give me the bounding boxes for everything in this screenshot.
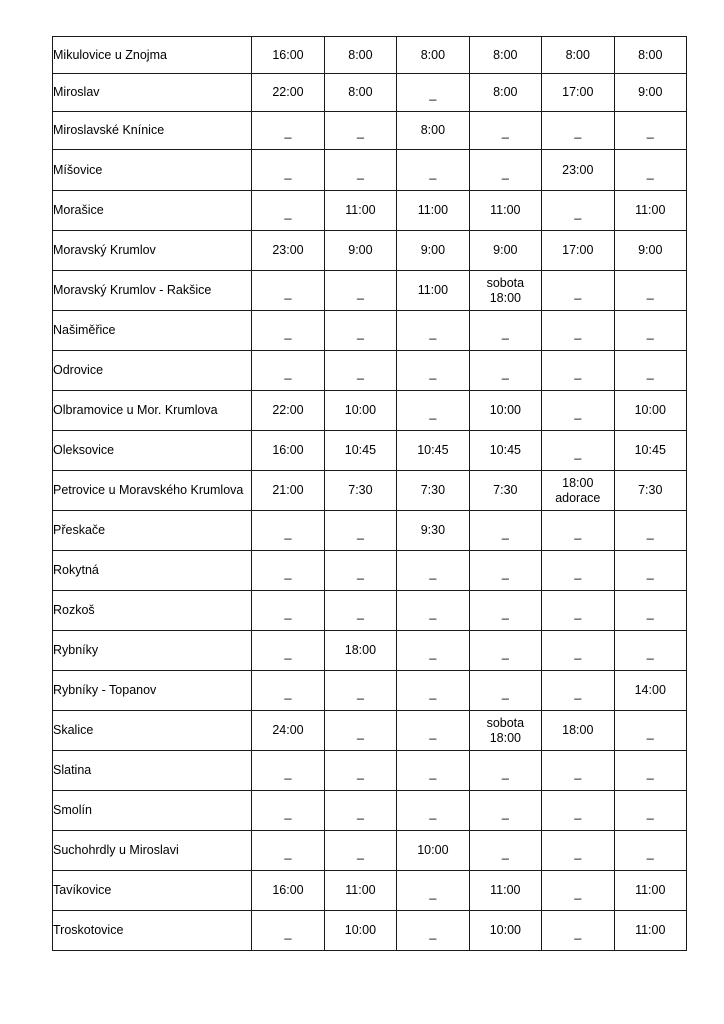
- time-cell: _: [397, 150, 469, 191]
- time-cell: _: [469, 671, 541, 711]
- time-cell: _: [469, 551, 541, 591]
- time-cell: _: [542, 551, 614, 591]
- table-row: [53, 311, 687, 351]
- time-cell: 8:00: [614, 37, 686, 74]
- time-cell: 22:00: [252, 391, 324, 431]
- time-cell: 9:00: [614, 231, 686, 271]
- time-cell: _: [252, 112, 324, 150]
- time-cell: _: [252, 551, 324, 591]
- time-cell: sobota 18:00: [469, 711, 541, 751]
- time-cell: _: [324, 671, 396, 711]
- time-cell: _: [397, 391, 469, 431]
- place-name-cell: Smolín: [53, 791, 252, 831]
- time-cell: _: [324, 791, 396, 831]
- time-cell: 21:00: [252, 471, 324, 511]
- time-cell: _: [324, 112, 396, 150]
- time-cell: _: [614, 711, 686, 751]
- place-name-cell: Skalice: [53, 711, 252, 751]
- time-cell: 9:00: [469, 231, 541, 271]
- place-name-cell: Přeskače: [53, 511, 252, 551]
- time-cell: _: [542, 271, 614, 311]
- time-cell: _: [614, 271, 686, 311]
- place-name-cell: Našiměřice: [53, 311, 252, 351]
- time-cell: 7:30: [469, 471, 541, 511]
- time-cell: 17:00: [542, 74, 614, 112]
- time-cell: 16:00: [252, 431, 324, 471]
- table-row: [53, 431, 687, 471]
- time-cell: 11:00: [397, 271, 469, 311]
- table-row: [53, 751, 687, 791]
- place-name-cell: Morašice: [53, 191, 252, 231]
- time-cell: _: [252, 751, 324, 791]
- time-cell: _: [614, 631, 686, 671]
- mass-schedule-table: [52, 36, 687, 951]
- time-cell: 9:00: [397, 231, 469, 271]
- time-cell: 16:00: [252, 871, 324, 911]
- time-cell: 10:00: [469, 391, 541, 431]
- time-cell: 7:30: [324, 471, 396, 511]
- time-cell: 16:00: [252, 37, 324, 74]
- time-cell: 8:00: [542, 37, 614, 74]
- time-cell: 14:00: [614, 671, 686, 711]
- table-row: [53, 231, 687, 271]
- table-row: [53, 551, 687, 591]
- time-cell: 7:30: [397, 471, 469, 511]
- table-row: [53, 37, 687, 74]
- time-cell: 9:00: [324, 231, 396, 271]
- time-cell: _: [324, 831, 396, 871]
- time-cell: 7:30: [614, 471, 686, 511]
- time-cell: _: [252, 311, 324, 351]
- place-name-cell: Suchohrdly u Miroslavi: [53, 831, 252, 871]
- time-cell: _: [397, 911, 469, 951]
- table-row: [53, 871, 687, 911]
- time-cell: _: [324, 751, 396, 791]
- table-row: [53, 271, 687, 311]
- time-cell: _: [324, 351, 396, 391]
- time-cell: _: [252, 671, 324, 711]
- time-cell: _: [614, 511, 686, 551]
- time-cell: 11:00: [614, 191, 686, 231]
- time-cell: 11:00: [469, 871, 541, 911]
- time-cell: _: [397, 871, 469, 911]
- time-cell: _: [542, 751, 614, 791]
- time-cell: _: [469, 751, 541, 791]
- time-cell: _: [614, 150, 686, 191]
- time-cell: _: [397, 671, 469, 711]
- place-name-cell: Oleksovice: [53, 431, 252, 471]
- time-cell: _: [469, 351, 541, 391]
- time-cell: _: [252, 150, 324, 191]
- time-cell: _: [252, 831, 324, 871]
- time-cell: _: [397, 631, 469, 671]
- place-name-cell: Petrovice u Moravského Krumlova: [53, 471, 252, 511]
- time-cell: _: [397, 751, 469, 791]
- table-row: [53, 591, 687, 631]
- time-cell: _: [614, 831, 686, 871]
- table-row: [53, 74, 687, 112]
- time-cell: 8:00: [469, 74, 541, 112]
- time-cell: 18:00: [542, 711, 614, 751]
- time-cell: _: [397, 791, 469, 831]
- time-cell: _: [542, 391, 614, 431]
- time-cell: _: [614, 351, 686, 391]
- time-cell: _: [542, 311, 614, 351]
- place-name-cell: Rokytná: [53, 551, 252, 591]
- time-cell: _: [614, 551, 686, 591]
- table-row: [53, 511, 687, 551]
- time-cell: _: [324, 511, 396, 551]
- table-row: [53, 831, 687, 871]
- time-cell: 18:00 adorace: [542, 471, 614, 511]
- time-cell: _: [324, 311, 396, 351]
- time-cell: 11:00: [469, 191, 541, 231]
- time-cell: 23:00: [542, 150, 614, 191]
- time-cell: _: [469, 591, 541, 631]
- time-cell: _: [542, 671, 614, 711]
- time-cell: 9:00: [614, 74, 686, 112]
- place-name-cell: Moravský Krumlov - Rakšice: [53, 271, 252, 311]
- place-name-cell: Slatina: [53, 751, 252, 791]
- time-cell: _: [469, 311, 541, 351]
- table-row: [53, 191, 687, 231]
- time-cell: _: [614, 751, 686, 791]
- time-cell: 11:00: [324, 871, 396, 911]
- time-cell: 11:00: [614, 911, 686, 951]
- time-cell: _: [542, 431, 614, 471]
- time-cell: _: [469, 112, 541, 150]
- place-name-cell: Rybníky: [53, 631, 252, 671]
- time-cell: _: [614, 112, 686, 150]
- time-cell: 10:00: [469, 911, 541, 951]
- time-cell: 22:00: [252, 74, 324, 112]
- time-cell: _: [542, 591, 614, 631]
- time-cell: 10:00: [614, 391, 686, 431]
- time-cell: 8:00: [324, 37, 396, 74]
- table-row: [53, 391, 687, 431]
- time-cell: _: [469, 511, 541, 551]
- time-cell: _: [397, 551, 469, 591]
- table-row: [53, 112, 687, 150]
- time-cell: _: [614, 311, 686, 351]
- time-cell: 10:45: [324, 431, 396, 471]
- time-cell: _: [324, 591, 396, 631]
- time-cell: 11:00: [614, 871, 686, 911]
- place-name-cell: Rozkoš: [53, 591, 252, 631]
- time-cell: 10:00: [324, 391, 396, 431]
- time-cell: _: [542, 112, 614, 150]
- time-cell: _: [252, 591, 324, 631]
- time-cell: _: [397, 311, 469, 351]
- place-name-cell: Odrovice: [53, 351, 252, 391]
- place-name-cell: Tavíkovice: [53, 871, 252, 911]
- time-cell: _: [252, 791, 324, 831]
- table-row: [53, 711, 687, 751]
- time-cell: _: [542, 791, 614, 831]
- time-cell: _: [469, 150, 541, 191]
- place-name-cell: Olbramovice u Mor. Krumlova: [53, 391, 252, 431]
- time-cell: _: [397, 711, 469, 751]
- time-cell: _: [252, 271, 324, 311]
- place-name-cell: Moravský Krumlov: [53, 231, 252, 271]
- place-name-cell: Mikulovice u Znojma: [53, 37, 252, 74]
- place-name-cell: Miroslavské Knínice: [53, 112, 252, 150]
- time-cell: _: [542, 831, 614, 871]
- time-cell: _: [469, 831, 541, 871]
- time-cell: _: [324, 551, 396, 591]
- time-cell: 10:45: [397, 431, 469, 471]
- time-cell: _: [252, 511, 324, 551]
- time-cell: 10:00: [397, 831, 469, 871]
- time-cell: 10:45: [614, 431, 686, 471]
- time-cell: _: [252, 631, 324, 671]
- time-cell: 17:00: [542, 231, 614, 271]
- time-cell: _: [542, 911, 614, 951]
- time-cell: _: [397, 591, 469, 631]
- time-cell: _: [324, 150, 396, 191]
- time-cell: 10:45: [469, 431, 541, 471]
- time-cell: _: [542, 511, 614, 551]
- place-name-cell: Rybníky - Topanov: [53, 671, 252, 711]
- time-cell: 18:00: [324, 631, 396, 671]
- time-cell: sobota 18:00: [469, 271, 541, 311]
- time-cell: _: [324, 711, 396, 751]
- time-cell: _: [542, 351, 614, 391]
- time-cell: _: [397, 351, 469, 391]
- time-cell: _: [614, 791, 686, 831]
- time-cell: 11:00: [397, 191, 469, 231]
- time-cell: _: [252, 191, 324, 231]
- schedule-table-body: [53, 37, 687, 951]
- time-cell: _: [542, 191, 614, 231]
- table-row: [53, 791, 687, 831]
- place-name-cell: Troskotovice: [53, 911, 252, 951]
- time-cell: _: [324, 271, 396, 311]
- time-cell: 10:00: [324, 911, 396, 951]
- time-cell: _: [397, 74, 469, 112]
- time-cell: _: [614, 591, 686, 631]
- table-row: [53, 631, 687, 671]
- table-row: [53, 150, 687, 191]
- time-cell: 23:00: [252, 231, 324, 271]
- time-cell: _: [252, 351, 324, 391]
- table-row: [53, 471, 687, 511]
- time-cell: _: [542, 871, 614, 911]
- time-cell: _: [469, 791, 541, 831]
- table-row: [53, 351, 687, 391]
- place-name-cell: Míšovice: [53, 150, 252, 191]
- time-cell: _: [469, 631, 541, 671]
- time-cell: _: [542, 631, 614, 671]
- place-name-cell: Miroslav: [53, 74, 252, 112]
- time-cell: 11:00: [324, 191, 396, 231]
- time-cell: 8:00: [469, 37, 541, 74]
- time-cell: 24:00: [252, 711, 324, 751]
- table-row: [53, 671, 687, 711]
- table-row: [53, 911, 687, 951]
- time-cell: 8:00: [397, 112, 469, 150]
- time-cell: _: [252, 911, 324, 951]
- time-cell: 8:00: [397, 37, 469, 74]
- time-cell: 9:30: [397, 511, 469, 551]
- time-cell: 8:00: [324, 74, 396, 112]
